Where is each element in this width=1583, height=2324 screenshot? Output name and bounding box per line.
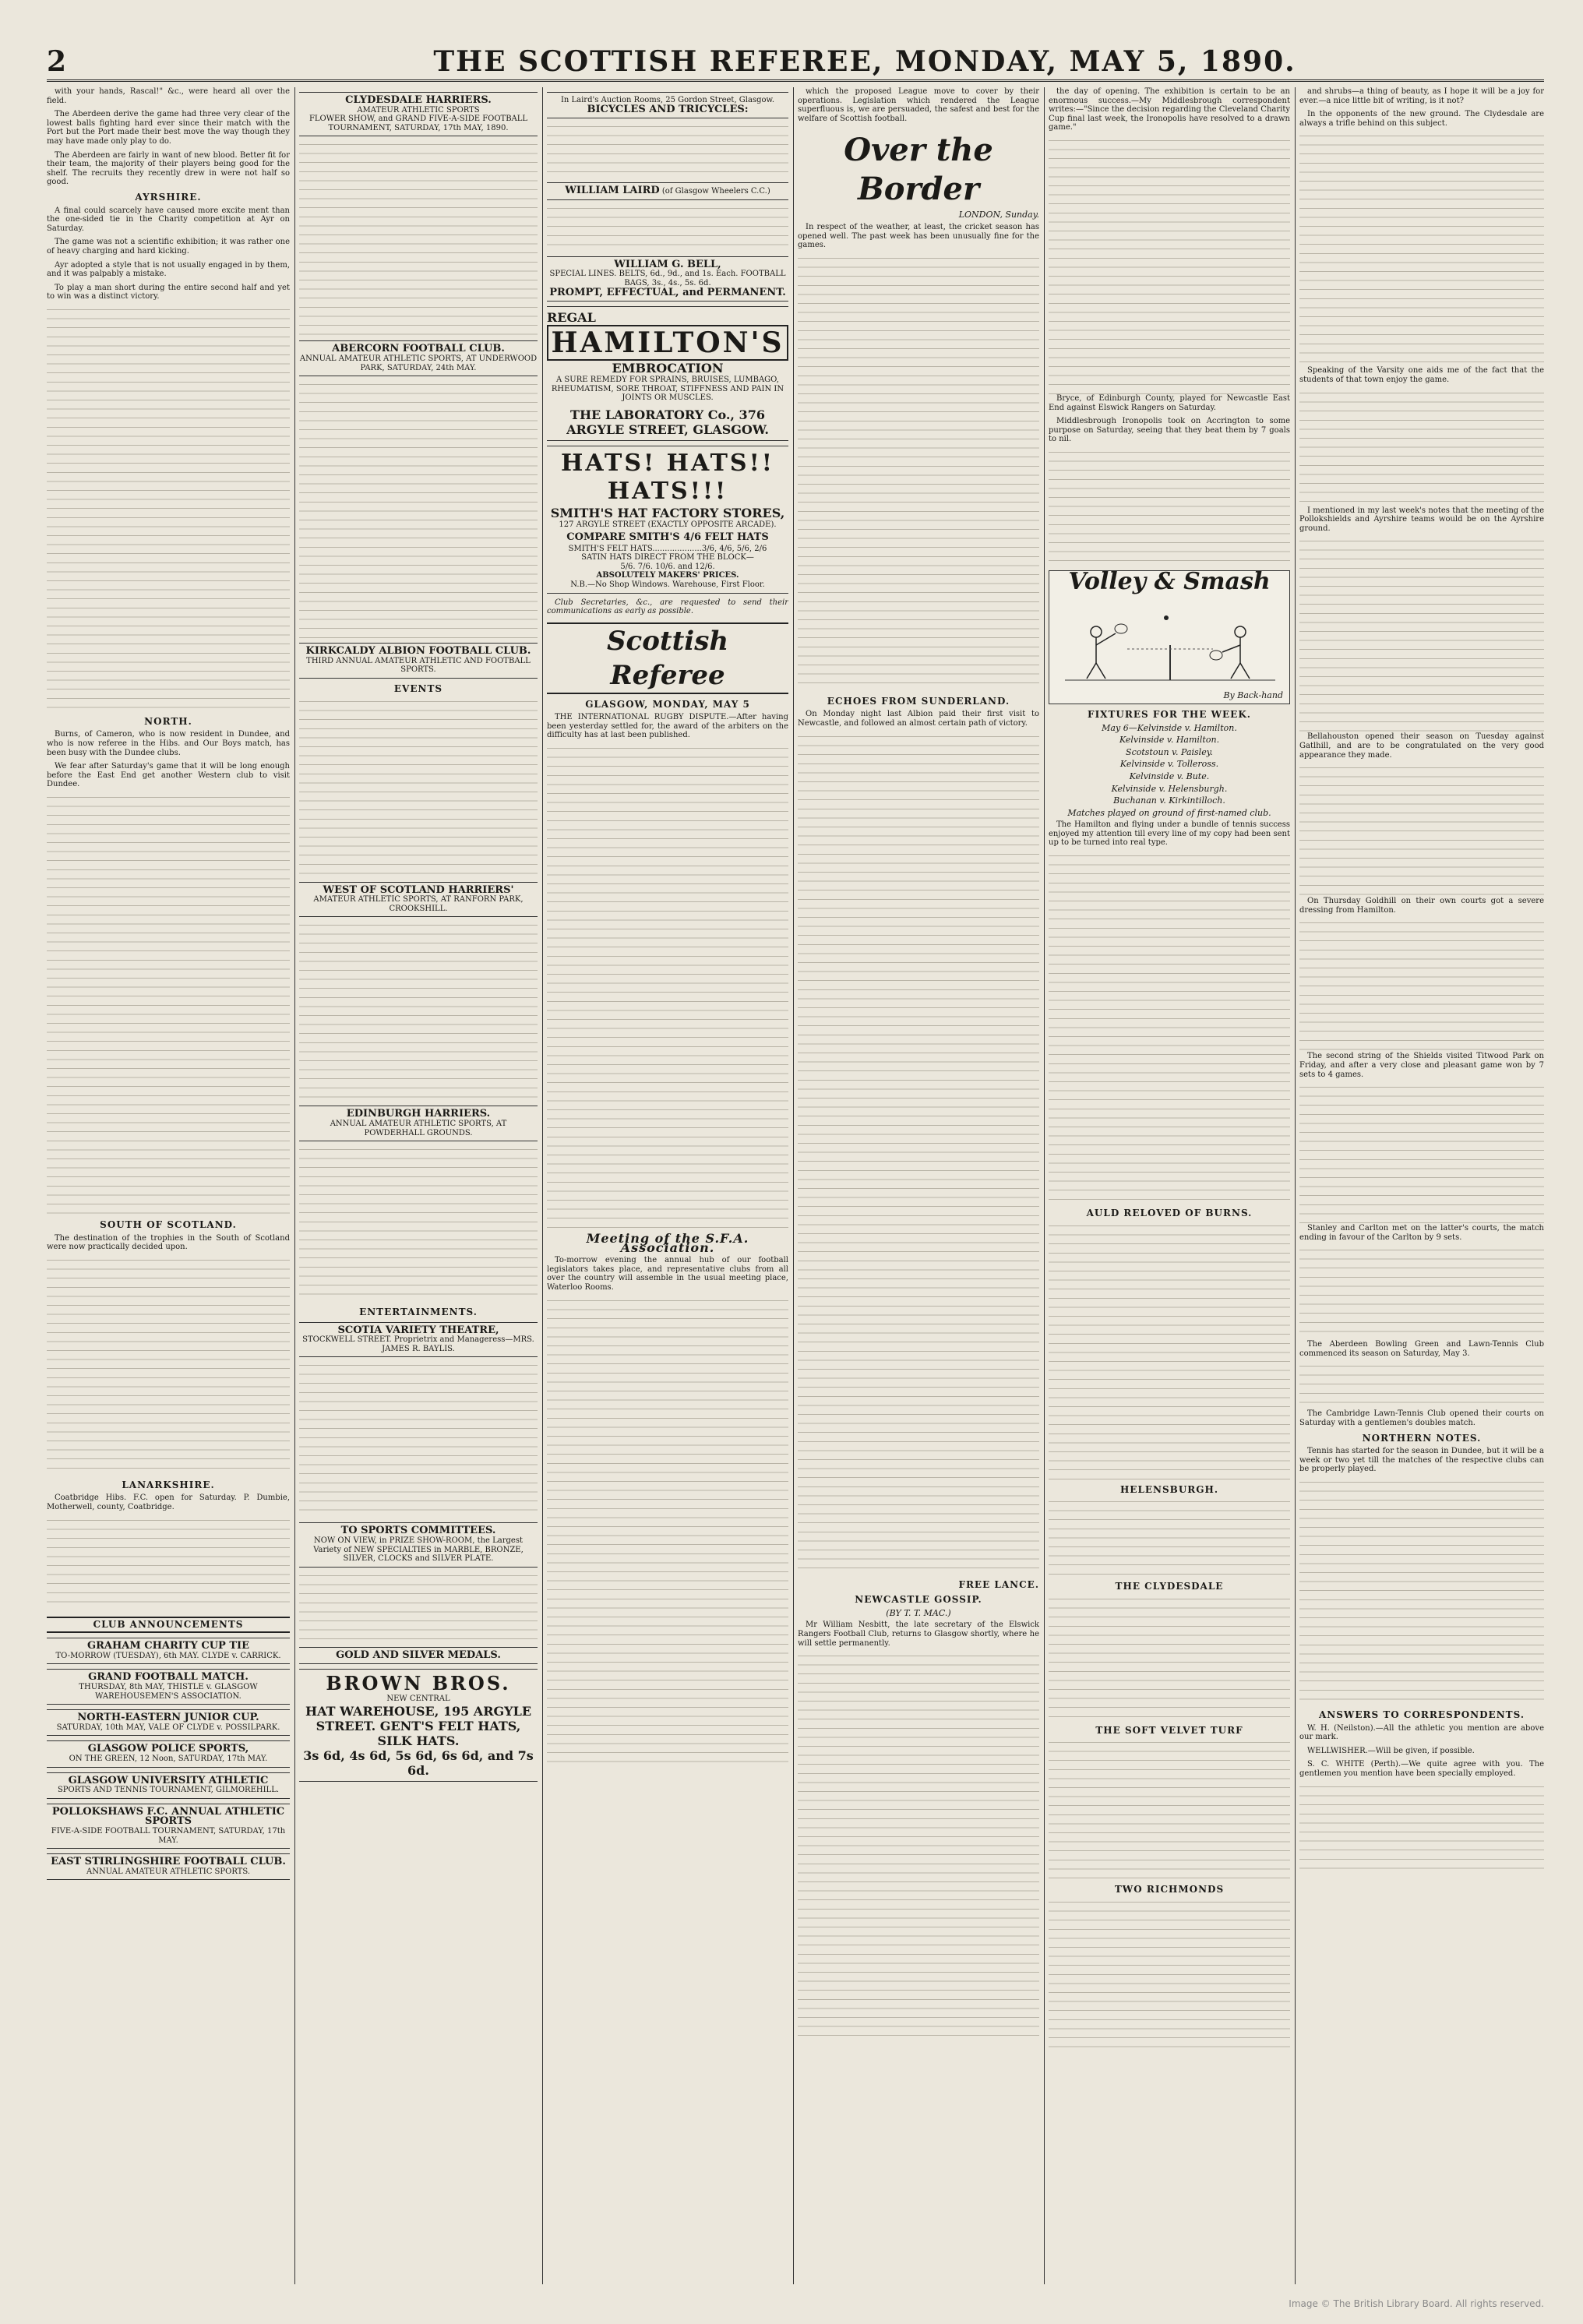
- article-para: The Aberdeen are fairly in want of new blood. Better fit for their team, the majority of their players being good for the shelf. The recruits they recently drew in were not half so good.: [47, 150, 290, 187]
- text-body: [299, 141, 538, 336]
- article-para: On Monday night last Albion paid their first visit to Newcastle, and followed an almost certain path of victory.: [798, 710, 1039, 728]
- signature: FREE LANCE.: [958, 1578, 1039, 1590]
- club-ad: NORTH-EASTERN JUNIOR CUP. SATURDAY, 10th MAY, VALE OF CLYDE v. POSSILPARK.: [47, 1709, 290, 1736]
- watermark: Image © The British Library Board. All rights reserved.: [1289, 2298, 1544, 2309]
- text-body: [547, 123, 788, 178]
- article-para: In the opponents of the new ground. The Clydesdale are always a trifle behind on this subject.: [1299, 110, 1544, 128]
- text-body: [1049, 449, 1290, 566]
- text-body: [1049, 1596, 1290, 1720]
- fixture: May 6—Kelvinside v. Hamilton.: [1102, 722, 1237, 733]
- text-body: [1049, 1899, 1290, 2054]
- fixture: Kelvinside v. Helensburgh.: [1111, 783, 1228, 794]
- text-body: [1049, 137, 1290, 394]
- section-heading: Over the Border: [844, 132, 993, 208]
- text-body: [299, 1572, 538, 1642]
- tennis-illustration: [1049, 567, 1290, 704]
- article-para: To play a man short during the entire second half and yet to win was a distinct victory.: [47, 283, 290, 302]
- article-para: and shrubs—a thing of beauty, as I hope it will be a joy for ever.—a nice little bit of writing, is it not?: [1299, 87, 1544, 105]
- sports-ad: WEST OF SCOTLAND HARRIERS' AMATEUR ATHLETIC SPORTS, AT RANFORN PARK, CROOKSHILL.: [299, 882, 538, 918]
- fixture: Kelvinside v. Tolleross.: [1119, 759, 1219, 770]
- article-para: To-morrow evening the annual hub of our football legislators takes place, and representative clubs from all over the country will assemble in the usual meeting place, Waterloo Rooms.: [547, 1256, 788, 1292]
- text-body: [1299, 538, 1544, 732]
- column-rule: [1044, 87, 1045, 2284]
- section-heading: EVENTS: [393, 682, 443, 694]
- article-para: The Cambridge Lawn-Tennis Club opened their courts on Saturday with a gentlemen's doubles match.: [1299, 1409, 1544, 1428]
- article-para: The Aberdeen derive the game had three very clear of the lowest balls fighting hard ever since their match with the Port but the Port made their best move the way though they may have made only play to do.: [47, 110, 290, 146]
- article-para: We fear after Saturday's game that it will be long enough before the East End get another Western club to visit Dundee.: [47, 762, 290, 789]
- section-heading: FIXTURES FOR THE WEEK.: [1088, 708, 1251, 720]
- article-para: The Hamilton and flying under a bundle of tennis success enjoyed my attention till every line of my copy had been sent up to be turned into real type.: [1049, 820, 1290, 848]
- article-para: A final could scarcely have caused more excite ment than the one-sided tie in the Charity competition at Ayr on Saturday.: [47, 206, 290, 233]
- section-heading: ENTERTAINMENTS.: [359, 1307, 478, 1318]
- text-body: [547, 205, 788, 252]
- column-4: [798, 87, 1039, 2284]
- text-body: [299, 698, 538, 877]
- section-heading: SOUTH OF SCOTLAND.: [100, 1219, 237, 1231]
- dateline: LONDON, Sunday.: [958, 210, 1039, 220]
- article-para: Burns, of Cameron, who is now resident in Dundee, and who is now referee in the Hibs. and Our Boys match, has been busy with the Dundee clubs.: [47, 730, 290, 757]
- fixture: Kelvinside v. Hamilton.: [1119, 735, 1220, 746]
- sports-ad: EDINBURGH HARRIERS. ANNUAL AMATEUR ATHLETIC SPORTS, AT POWDERHALL GROUNDS.: [299, 1106, 538, 1141]
- fixture-note: Matches played on ground of first-named club.: [1067, 807, 1271, 818]
- text-body: [1049, 1222, 1290, 1479]
- auction-ad: In Laird's Auction Rooms, 25 Gordon Street, Glasgow. BICYCLES AND TRICYCLES:: [547, 92, 788, 118]
- text-body: [47, 1517, 290, 1610]
- article-para: The Aberdeen Bowling Green and Lawn-Tennis Club commenced its season on Saturday, May 3.: [1299, 1340, 1544, 1358]
- article-para: In respect of the weather, at least, the cricket season has opened well. The past week has been unusually fine for the games.: [798, 222, 1039, 250]
- article-para: Coatbridge Hibs. F.C. open for Saturday. P. Dumbie, Motherwell, county, Coatbridge.: [47, 1493, 290, 1511]
- theatre-ad: SCOTIA VARIETY THEATRE, STOCKWELL STREET. Proprietrix and Manageress—MRS. JAMES R. BAYLIS.: [299, 1322, 538, 1358]
- page-number: 2: [47, 45, 67, 78]
- notice: Club Secretaries, &c., are requested to send their communications as early as possible.: [547, 598, 788, 616]
- text-body: [798, 1652, 1039, 2042]
- illustration-title: Volley & Smash: [1068, 567, 1271, 595]
- text-body: [1299, 764, 1544, 897]
- section-heading: THE CLYDESDALE: [1115, 1581, 1224, 1592]
- sports-ad: ABERCORN FOOTBALL CLUB. ANNUAL AMATEUR ATHLETIC SPORTS, AT UNDERWOOD PARK, SATURDAY, 24th MAY.: [299, 340, 538, 376]
- section-heading: AYRSHIRE.: [135, 191, 202, 203]
- section-heading: NEWCASTLE GOSSIP.: [855, 1594, 982, 1606]
- club-ad: GLASGOW UNIVERSITY ATHLETIC SPORTS AND TENNIS TOURNAMENT, GILMOREHILL.: [47, 1772, 290, 1799]
- text-body: [1299, 390, 1544, 506]
- byline: (BY T. T. MAC.): [886, 1607, 951, 1618]
- column-1: [47, 87, 290, 2284]
- section-heading: HELENSBURGH.: [1119, 1483, 1219, 1495]
- column-2: [299, 87, 538, 2284]
- club-ad: POLLOKSHAWS F.C. ANNUAL ATHLETIC SPORTS FIVE-A-SIDE FOOTBALL TOURNAMENT, SATURDAY, 17th MAY.: [47, 1804, 290, 1849]
- column-rule: [793, 87, 794, 2284]
- text-body: [299, 922, 538, 1101]
- section-heading: AULD RELOVED OF BURNS.: [1086, 1208, 1253, 1219]
- article-para: with your hands, Rascal!" &c., were heard all over the field.: [47, 87, 290, 105]
- sports-ad: CLYDESDALE HARRIERS. AMATEUR ATHLETIC SPORTS FLOWER SHOW, and GRAND FIVE-A-SIDE FOOTBALL TOURNAMENT, SATURDAY, 17th MAY, 1890.: [299, 92, 538, 136]
- text-body: [299, 381, 538, 638]
- fixture: Buchanan v. Kirkintilloch.: [1113, 795, 1225, 806]
- text-body: [1299, 132, 1544, 366]
- article-para: Speaking of the Varsity one aids me of the fact that the students of that town enjoy the game.: [1299, 366, 1544, 384]
- article-para: On Thursday Goldhill on their own courts got a severe dressing from Hamilton.: [1299, 897, 1544, 915]
- text-body: [1049, 852, 1290, 1203]
- text-body: [47, 794, 290, 1215]
- tennis-players-icon: [1049, 567, 1290, 704]
- text-body: [47, 1257, 290, 1475]
- masthead: [47, 37, 1542, 79]
- section-heading: CLUB ANNOUNCEMENTS: [47, 1617, 290, 1634]
- article-para: Tennis has started for the season in Dundee, but it will be a week or two yet till the matches of the respective clubs can be properly played.: [1299, 1447, 1544, 1474]
- article-para: Middlesbrough Ironopolis took on Accrington to some purpose on Saturday, seeing that they beat them by 7 goals to nil.: [1049, 417, 1290, 444]
- club-ad: GRAND FOOTBALL MATCH. THURSDAY, 8th MAY, THISTLE v. GLASGOW WAREHOUSEMEN'S ASSOCIATION.: [47, 1669, 290, 1705]
- column-rule: [1295, 87, 1296, 2284]
- section-heading: THE SOFT VELVET TURF: [1095, 1724, 1243, 1736]
- article-para: Bellahouston opened their season on Tuesday against Gatlhill, and are to be congratulated on the very good appearance they made.: [1299, 732, 1544, 760]
- text-body: [1299, 1783, 1544, 1877]
- newspaper-title: THE SCOTTISH REFEREE, MONDAY, MAY 5, 1890.: [433, 45, 1296, 78]
- bell-ad: WILLIAM G. BELL, SPECIAL LINES. BELTS, 6d., 9d., and 1s. Each. FOOTBALL BAGS, 3s., 4s., 5s. 6d. PROMPT, EFFECTUAL, and PERMANENT.: [547, 256, 788, 302]
- article-para: The game was not a scientific exhibition; it was rather one of heavy charging and hard kicking.: [47, 238, 290, 256]
- answer-item: WELLWISHER.—Will be given, if possible.: [1307, 1746, 1475, 1755]
- text-body: [47, 306, 290, 711]
- text-body: [1299, 1363, 1544, 1409]
- text-body: [798, 255, 1039, 691]
- column-5: [1049, 87, 1290, 2284]
- article-para: the day of opening. The exhibition is certain to be an enormous success.—My Middlesbrough correspondent writes:—"Since the decision regarding the Cleveland Charity Cup final last week, the Ironopolis have resolved to a drawn game.": [1049, 87, 1290, 132]
- article-para: Stanley and Carlton met on the latter's courts, the match ending in favour of the Carlton by 9 sets.: [1299, 1224, 1544, 1242]
- article-para: Mr William Nesbitt, the late secretary of the Elswick Rangers Football Club, returns to Glasgow shortly, where he will settle permanently.: [798, 1620, 1039, 1648]
- section-heading: LANARKSHIRE.: [122, 1479, 215, 1490]
- text-body: [1299, 1479, 1544, 1705]
- column-6: [1299, 87, 1544, 2284]
- section-heading: TWO RICHMONDS: [1114, 1884, 1225, 1896]
- article-para: which the proposed League move to cover by their operations. Legislation which rendered the League superfluous is, we are persuaded, the safest and best for the welfare of Scottish football.: [798, 87, 1039, 123]
- hats-ad: HATS! HATS!! HATS!!! SMITH'S HAT FACTORY STORES, 127 ARGYLE STREET (EXACTLY OPPOSITE ARCADE). COMPARE SMITH'S 4/6 FELT HATS SMITH'S FELT HATS....................3/6, 4/6, 5/6, 2/6 SATIN HATS DIRECT FROM THE BLOCK— 5/6. 7/6. 10/6. and 12/6. ABSOLUTELY MAKERS' PRICES. N.B.—No Shop Windows. Warehouse, First Floor.: [547, 446, 788, 594]
- text-body: [798, 733, 1039, 1575]
- editorial-masthead: Scottish Referee: [547, 622, 788, 694]
- columns: [47, 87, 1544, 2284]
- section-heading: Meeting of the S.F.A. Association.: [586, 1231, 749, 1255]
- article-para: The second string of the Shields visited Titwood Park on Friday, and after a very close and pleasant game won by 7 sets to 4 games.: [1299, 1052, 1544, 1079]
- fixture: Scotstoun v. Paisley.: [1126, 746, 1213, 757]
- text-body: [1049, 1498, 1290, 1576]
- laird-ad: WILLIAM LAIRD (of Glasgow Wheelers C.C.): [547, 182, 788, 200]
- text-body: [1299, 1084, 1544, 1224]
- section-heading: NORTH.: [144, 715, 192, 727]
- text-body: [299, 1362, 538, 1518]
- trade-ad: GOLD AND SILVER MEDALS.: [299, 1647, 538, 1665]
- fixture: Kelvinside v. Bute.: [1129, 771, 1210, 781]
- trade-ad: TO SPORTS COMMITTEES. NOW ON VIEW, in PRIZE SHOW-ROOM, the Largest Variety of NEW SPECIALTIES in MARBLE, BRONZE, SILVER, CLOCKS and SILVER PLATE.: [299, 1522, 538, 1567]
- text-body: [1299, 919, 1544, 1052]
- article-para: The destination of the trophies in the South of Scotland were now practically decided upon.: [47, 1233, 290, 1252]
- club-ad: GLASGOW POLICE SPORTS, ON THE GREEN, 12 Noon, SATURDAY, 17th MAY.: [47, 1740, 290, 1767]
- embrocation-ad: REGAL HAMILTON'S EMBROCATION A SURE REMEDY FOR SPRAINS, BRUISES, LUMBAGO, RHEUMATISM, SORE THROAT, STIFFNESS AND PAIN IN JOINTS OR MUSCLES. THE LABORATORY Co., 376 ARGYLE STREET, GLASGOW.: [547, 306, 788, 441]
- section-heading: ANSWERS TO CORRESPONDENTS.: [1318, 1709, 1525, 1721]
- text-body: [299, 1146, 538, 1302]
- section-heading: NORTHERN NOTES.: [1362, 1432, 1482, 1444]
- illustration-caption: By Back-hand: [1223, 690, 1283, 701]
- article-para: Ayr adopted a style that is not usually engaged in by them, and it was palpably a mistake.: [47, 260, 290, 279]
- column-3: [547, 87, 788, 2284]
- article-para: Bryce, of Edinburgh County, played for Newcastle East End against Elswick Rangers on Saturday.: [1049, 393, 1290, 412]
- sports-ad: KIRKCALDY ALBION FOOTBALL CLUB. THIRD ANNUAL AMATEUR ATHLETIC AND FOOTBALL SPORTS.: [299, 643, 538, 679]
- club-ad: EAST STIRLINGSHIRE FOOTBALL CLUB. ANNUAL AMATEUR ATHLETIC SPORTS.: [47, 1853, 290, 1880]
- text-body: [547, 745, 788, 1228]
- article-para: THE INTERNATIONAL RUGBY DISPUTE.—After having been yesterday settled for, the award of the arbiters on the difficulty has at last been published.: [547, 713, 788, 740]
- text-body: [547, 1297, 788, 1765]
- text-body: [1299, 1247, 1544, 1340]
- hat-ad: BROWN BROS. NEW CENTRAL HAT WAREHOUSE, 195 ARGYLE STREET. GENT'S FELT HATS, SILK HATS. 3s 6d, 4s 6d, 5s 6d, 6s 6d, and 7s 6d.: [299, 1669, 538, 1782]
- masthead-rule: [47, 79, 1544, 82]
- column-rule: [542, 87, 543, 2284]
- club-ad: GRAHAM CHARITY CUP TIE TO-MORROW (TUESDAY), 6th MAY. CLYDE v. CARRICK.: [47, 1638, 290, 1664]
- article-para: I mentioned in my last week's notes that the meeting of the Pollokshields and Ayrshire teams would be on the Ayrshire ground.: [1299, 506, 1544, 533]
- text-body: [1049, 1739, 1290, 1879]
- column-rule: [294, 87, 295, 2284]
- section-heading: ECHOES FROM SUNDERLAND.: [827, 695, 1010, 707]
- answer-item: S. C. WHITE (Perth).—We quite agree with you. The gentlemen you mention have been specially employed.: [1299, 1760, 1544, 1778]
- answer-item: W. H. (Neilston).—All the athletic you mention are above our mark.: [1299, 1723, 1544, 1742]
- dateline: GLASGOW, MONDAY, MAY 5: [585, 698, 750, 710]
